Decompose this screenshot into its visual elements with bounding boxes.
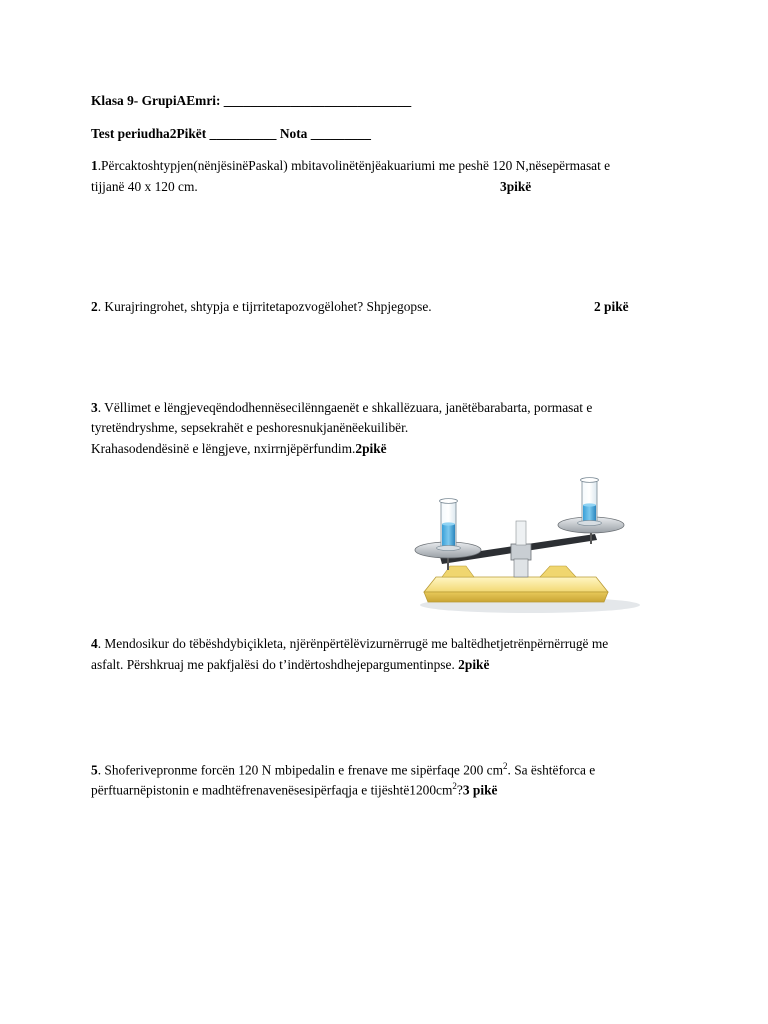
question-2-number: 2 [91, 299, 98, 314]
question-4-line-2: asfalt. Përshkruaj me pakfjalësi do t’indërtoshdhejepargumentinpse. 2pikë [91, 657, 490, 672]
question-5-number: 5 [91, 762, 98, 778]
question-2-line-1: 2. Kurajringrohet, shtypja e tijrritetapozvogëlohet? Shpjegopse. [91, 299, 432, 314]
question-4-number: 4 [91, 636, 98, 651]
balance-scale-illustration [410, 474, 645, 616]
question-5-points: 3 pikë [462, 782, 498, 798]
question-1-points: 3pikë [500, 179, 532, 194]
question-3-line-1: 3. Vëllimet e lëngjeveqëndodhennësecilënngaenët e shkallëzuara, janëtëbarabarta, pormasat e [91, 400, 593, 415]
question-1-line-1: 1.Përcaktoshtypjen(nënjësinëPaskal) mbitavolinëtënjëakuariumi me peshë 120 N,nësepërmasat e [91, 158, 611, 173]
question-4-points: 2pikë [458, 657, 490, 672]
question-3-number: 3 [91, 400, 98, 415]
question-5-superscript-1: 2 [503, 761, 508, 771]
question-1-number: 1 [91, 158, 98, 173]
header-grade-line: Test periudha2Pikët __________ Nota _________ [91, 126, 371, 141]
question-5-superscript-2: 2 [452, 781, 457, 791]
question-1-line-2: tijjanë 40 x 120 cm. [91, 179, 198, 194]
question-3-points: 2pikë [355, 441, 387, 456]
question-4-line-1: 4. Mendosikur do tëbëshdybiçikleta, njërënpërtëlëvizurnërrugë me baltëdhetjetrënpërnërrugë me [91, 636, 609, 651]
question-5-line-2: përftuarnëpistonin e madhtëfrenavenësesipërfaqja e $tijështë1200cm^2?3$ pikë [91, 781, 498, 798]
question-5-line-1: 5. Shoferivepronme forcën 120 N mbipedalin e frenave me sipërfaqe 200 $cm^2$. Sa ështëforca e [91, 761, 596, 778]
balance-pivot [511, 521, 531, 577]
question-3-line-3: Krahasodendësinë e lëngjeve, nxirrnjëpërfundim.2pikë [91, 441, 387, 456]
question-3-line-2: tyretëndryshme, sepsekrahët e peshoresnukjanënëekuilibër. [91, 420, 409, 435]
question-2-points: 2 pikë [594, 299, 629, 314]
header-name-line: Klasa 9- GrupiAEmri: ____________________________ [91, 93, 412, 108]
